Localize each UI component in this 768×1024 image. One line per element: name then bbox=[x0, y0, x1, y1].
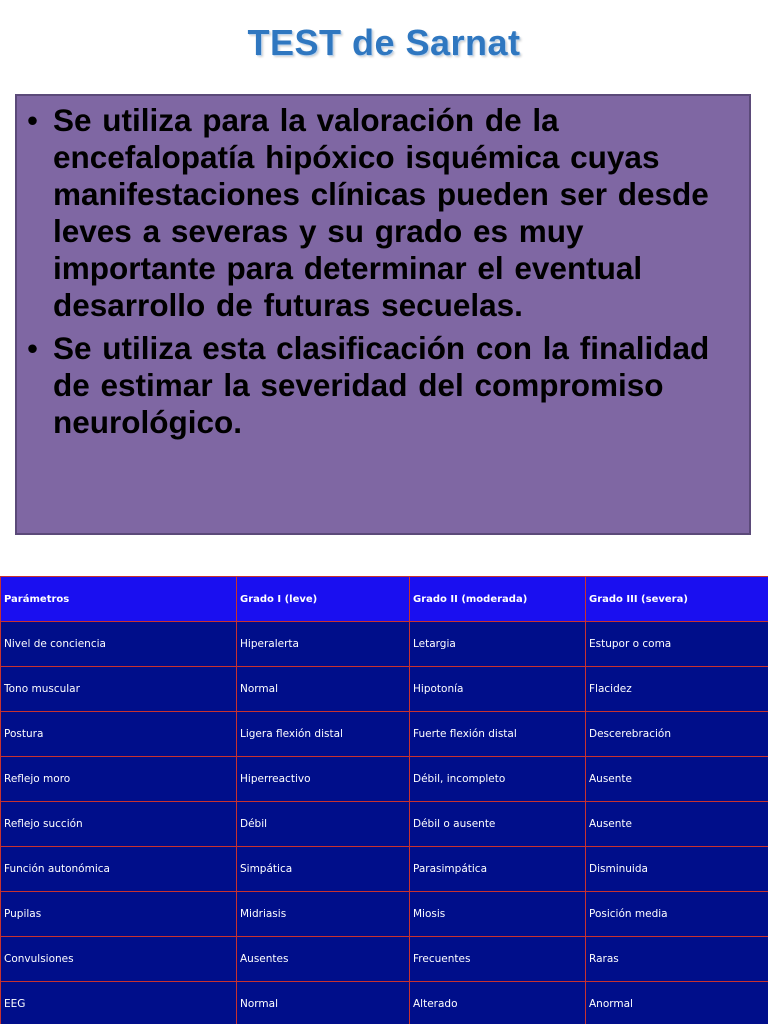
bullet-item bbox=[27, 102, 735, 324]
table-cell: Tono muscular bbox=[1, 667, 237, 712]
bullet-item bbox=[27, 330, 735, 441]
table-cell: Pupilas bbox=[1, 892, 237, 937]
table-cell: Normal bbox=[237, 667, 410, 712]
table-cell: EEG bbox=[1, 982, 237, 1024]
table-cell: Midriasis bbox=[237, 892, 410, 937]
description-box bbox=[15, 94, 751, 535]
table-header-row bbox=[1, 577, 768, 622]
table-cell: Reflejo succión bbox=[1, 802, 237, 847]
sarnat-table bbox=[0, 576, 768, 1024]
table-cell: Postura bbox=[1, 712, 237, 757]
table-cell: Disminuida bbox=[586, 847, 768, 892]
bullet-list bbox=[17, 96, 749, 441]
table-cell: Función autonómica bbox=[1, 847, 237, 892]
table-row bbox=[1, 982, 768, 1024]
table-cell: Ausente bbox=[586, 757, 768, 802]
table-cell: Letargia bbox=[410, 622, 586, 667]
table-cell: Flacidez bbox=[586, 667, 768, 712]
header-grado-3: Grado III (severa) bbox=[586, 577, 768, 622]
table-cell: Descerebración bbox=[586, 712, 768, 757]
table-row bbox=[1, 847, 768, 892]
table-cell: Débil, incompleto bbox=[410, 757, 586, 802]
header-parametros: Parámetros bbox=[1, 577, 237, 622]
table-cell: Frecuentes bbox=[410, 937, 586, 982]
table-row bbox=[1, 757, 768, 802]
table-cell: Convulsiones bbox=[1, 937, 237, 982]
header-grado-2: Grado II (moderada) bbox=[410, 577, 586, 622]
table-cell: Fuerte flexión distal bbox=[410, 712, 586, 757]
table-cell: Simpática bbox=[237, 847, 410, 892]
table-cell: Hiperalerta bbox=[237, 622, 410, 667]
table-cell: Estupor o coma bbox=[586, 622, 768, 667]
table-cell: Débil o ausente bbox=[410, 802, 586, 847]
table-cell: Hipotonía bbox=[410, 667, 586, 712]
table-cell: Anormal bbox=[586, 982, 768, 1024]
table-cell: Ausente bbox=[586, 802, 768, 847]
table-row bbox=[1, 937, 768, 982]
table-cell: Nivel de conciencia bbox=[1, 622, 237, 667]
bullet-text: Se utiliza para la valoración de la encefalopatía hipóxico isquémica cuyas manifestaciones clínicas pueden ser desde leves a severas y su grado es muy importante para determinar el eventual desarrollo de futuras secuelas. bbox=[53, 102, 709, 323]
sarnat-table-container bbox=[0, 576, 768, 1024]
table-row bbox=[1, 802, 768, 847]
table-row bbox=[1, 622, 768, 667]
bullet-dot-icon: • bbox=[27, 330, 39, 366]
header-grado-1: Grado I (leve) bbox=[237, 577, 410, 622]
table-row bbox=[1, 712, 768, 757]
table-cell: Miosis bbox=[410, 892, 586, 937]
table-cell: Raras bbox=[586, 937, 768, 982]
table-row bbox=[1, 892, 768, 937]
bullet-text: Se utiliza esta clasificación con la finalidad de estimar la severidad del compromiso neurológico. bbox=[53, 330, 710, 440]
table-cell: Débil bbox=[237, 802, 410, 847]
table-row bbox=[1, 667, 768, 712]
table-cell: Hiperreactivo bbox=[237, 757, 410, 802]
table-cell: Ligera flexión distal bbox=[237, 712, 410, 757]
table-cell: Posición media bbox=[586, 892, 768, 937]
bullet-dot-icon: • bbox=[27, 102, 39, 138]
table-cell: Ausentes bbox=[237, 937, 410, 982]
slide-title: TEST de Sarnat bbox=[247, 22, 521, 63]
table-cell: Parasimpática bbox=[410, 847, 586, 892]
table-cell: Normal bbox=[237, 982, 410, 1024]
table-cell: Reflejo moro bbox=[1, 757, 237, 802]
table-cell: Alterado bbox=[410, 982, 586, 1024]
